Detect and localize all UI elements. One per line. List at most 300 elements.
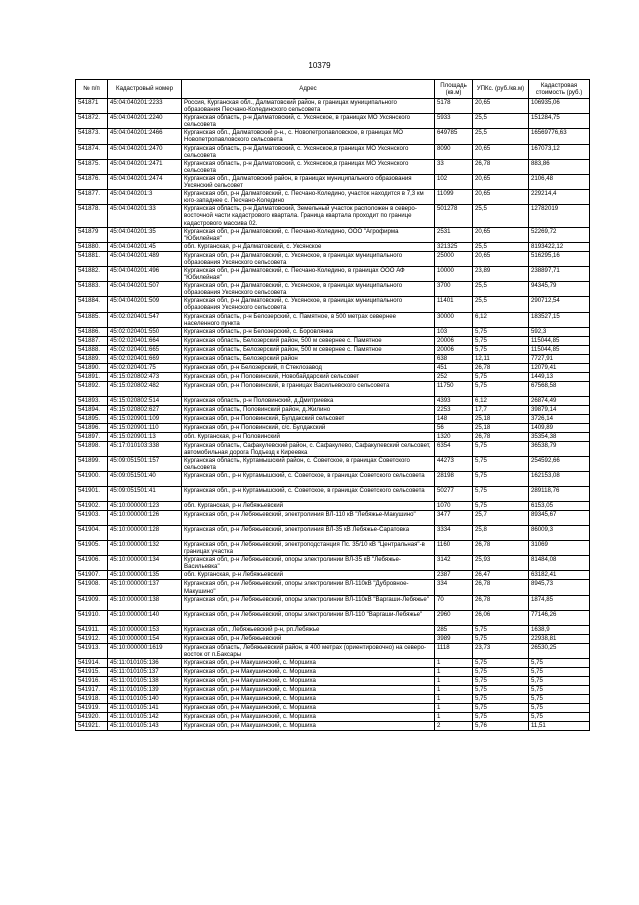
cell-area: 56 — [435, 423, 473, 432]
cell-area: 649785 — [435, 129, 473, 144]
cell-address: Курганская область, Белозерский район, 500 м севернее с. Памятное — [182, 336, 435, 345]
table-row — [76, 441, 590, 456]
cell-address: Курганская обл, р-н Половинский, в границах Васильевского сельсовета — [182, 381, 435, 396]
cell-area: 33 — [435, 159, 473, 174]
cell-address: Курганская обл., р-н Куртамышский, с. Советское, в границах Советского сельсовета — [182, 472, 435, 487]
cell-upks: 5,75 — [473, 441, 529, 456]
table-row — [76, 242, 590, 251]
cell-cadastral-cost: 289118,76 — [529, 487, 590, 502]
table-row — [76, 129, 590, 144]
cell-area: 10000 — [435, 266, 473, 281]
cell-area: 6354 — [435, 441, 473, 456]
cell-upks: 25,93 — [473, 556, 529, 571]
cell-address: Курганская область, Половинский район, д.Жилино — [182, 405, 435, 414]
cell-number: 541871 — [76, 99, 108, 114]
cell-area: 103 — [435, 327, 473, 336]
cell-upks: 26,78 — [473, 541, 529, 556]
table-row — [76, 363, 590, 372]
cell-cadastral-number: 45:15:020901:110 — [108, 423, 182, 432]
header-number: № п/п — [76, 80, 108, 99]
table-row — [76, 423, 590, 432]
table-row — [76, 144, 590, 159]
cell-cadastral-number: 45:04:040201:2240 — [108, 114, 182, 129]
table-row — [76, 685, 590, 694]
cell-upks: 25,5 — [473, 114, 529, 129]
cell-number: 541901. — [76, 487, 108, 502]
cell-cadastral-number: 45:04:040201:2474 — [108, 174, 182, 189]
table-row — [76, 667, 590, 676]
cell-area: 1118 — [435, 643, 473, 658]
cell-cadastral-cost: 7727,91 — [529, 354, 590, 363]
table-row — [76, 703, 590, 712]
cell-upks: 25,5 — [473, 242, 529, 251]
table-row — [76, 266, 590, 281]
cell-address: Курганская область, Куртамышский район, с. Советское, в границах Советского сельсовета — [182, 456, 435, 471]
cell-cadastral-cost: 39879,14 — [529, 405, 590, 414]
cell-cadastral-number: 45:04:040201:489 — [108, 251, 182, 266]
cell-cadastral-cost: 11,51 — [529, 721, 590, 730]
cell-address: Курганская обл, р-н Лебяжьевский, опоры электролинии ВЛ-35 кВ "Лебяжье-Васильевка" — [182, 556, 435, 571]
cell-upks: 20,65 — [473, 251, 529, 266]
cell-upks: 5,76 — [473, 721, 529, 730]
cell-address: Курганская обл., Далматовский р-н., с. Новопетропавловское, в границах МО Новопетропавловского сельсовета — [182, 129, 435, 144]
cell-address: Курганская область, р-н Далматовский, с. Уксянское,в границах МО Уксянского сельсовета — [182, 144, 435, 159]
cell-number: 541920. — [76, 712, 108, 721]
cell-number: 541908. — [76, 580, 108, 595]
cell-address: Курганская область, р-н Далматовский, с. Уксянское,в границах МО Уксянского сельсовета — [182, 159, 435, 174]
cell-address: Курганская обл., Далматовский район, в границах муниципального образования Уксянский сельсовет — [182, 174, 435, 189]
cell-upks: 20,65 — [473, 174, 529, 189]
cell-address: Курганская обл, р-н Лебяжьевский, электролиния ВЛ-35 кВ Лебяжье-Саратовка — [182, 526, 435, 541]
table-row — [76, 372, 590, 381]
table-row — [76, 414, 590, 423]
cell-number: 541904. — [76, 526, 108, 541]
table-header-row — [76, 80, 590, 99]
cell-address: Курганская обл, р-н Макушинский, с. Моршиха — [182, 721, 435, 730]
cell-area: 5933 — [435, 114, 473, 129]
cell-number: 541898. — [76, 441, 108, 456]
cell-area: 44273 — [435, 456, 473, 471]
cell-area: 638 — [435, 354, 473, 363]
table-row — [76, 381, 590, 396]
cell-address: Курганская обл, р-н Далматовский, с. Песчано-Коледино, ООО "Агрофирма "Юбилейная" — [182, 227, 435, 242]
cell-cadastral-number: 45:10:000000:126 — [108, 511, 182, 526]
cell-cadastral-number: 45:02:020401:665 — [108, 345, 182, 354]
cell-address: Курганская обл, р-н Макушинский, с. Моршиха — [182, 658, 435, 667]
cell-address: Курганская обл, р-н Далматовский, с. Песчано-Коледино, участок находится в 7,3 км юго-западнее с. Песчано-Коледино — [182, 190, 435, 205]
cell-address: Курганская область, р-н Белозерский, с. Боровлянка — [182, 327, 435, 336]
cell-address: Курганская обл, р-н Половинский, с/с. Булдакский — [182, 423, 435, 432]
cell-upks: 5,75 — [473, 456, 529, 471]
cell-area: 102 — [435, 174, 473, 189]
cell-number: 541903. — [76, 511, 108, 526]
cell-upks: 5,75 — [473, 712, 529, 721]
cell-area: 1 — [435, 667, 473, 676]
cell-number: 541879 — [76, 227, 108, 242]
cell-number: 541899. — [76, 456, 108, 471]
cell-upks: 25,18 — [473, 414, 529, 423]
cell-number: 541914. — [76, 658, 108, 667]
cell-address: Курганская обл, р-н Половинский, Новобайдарский сельсовет — [182, 372, 435, 381]
cell-upks: 5,75 — [473, 472, 529, 487]
table-row — [76, 456, 590, 471]
cell-cadastral-number: 45:15:020802:482 — [108, 381, 182, 396]
cell-upks: 5,75 — [473, 625, 529, 634]
table-row — [76, 580, 590, 595]
cell-number: 541890. — [76, 363, 108, 372]
cell-upks: 26,47 — [473, 571, 529, 580]
cell-address: Курганская обл, р-н Далматовский, с. Уксянское, в границах муниципального образования Уксянского сельсовета — [182, 251, 435, 266]
cell-cadastral-number: 45:09:051501:41 — [108, 487, 182, 502]
cell-upks: 26,78 — [473, 580, 529, 595]
cell-area: 1 — [435, 694, 473, 703]
cell-area: 28198 — [435, 472, 473, 487]
cell-upks: 25,5 — [473, 205, 529, 227]
cell-cadastral-cost: 94345,79 — [529, 282, 590, 297]
cell-area: 4393 — [435, 396, 473, 405]
cell-cadastral-cost: 12782019 — [529, 205, 590, 227]
cell-cadastral-number: 45:11:010105:140 — [108, 694, 182, 703]
cell-number: 541912. — [76, 634, 108, 643]
cell-area: 1070 — [435, 502, 473, 511]
cell-area: 25000 — [435, 251, 473, 266]
cell-upks: 26,78 — [473, 432, 529, 441]
cell-number: 541891. — [76, 372, 108, 381]
cell-upks: 20,65 — [473, 227, 529, 242]
cell-upks: 5,75 — [473, 667, 529, 676]
table-row — [76, 190, 590, 205]
cell-upks: 25,8 — [473, 526, 529, 541]
cell-cadastral-cost: 5,75 — [529, 658, 590, 667]
cell-area: 3334 — [435, 526, 473, 541]
cell-cadastral-cost: 5,75 — [529, 712, 590, 721]
cell-number: 541894. — [76, 405, 108, 414]
cell-cadastral-cost: 1638,9 — [529, 625, 590, 634]
table-row — [76, 643, 590, 658]
table-row — [76, 327, 590, 336]
header-cadastral-cost: Кадастровая стоимость (руб.) — [529, 80, 590, 99]
cell-address: Курганская область, Белозерский район, 500 м севернее с. Памятное — [182, 345, 435, 354]
cell-cadastral-cost: 1874,85 — [529, 595, 590, 610]
cell-area: 30000 — [435, 312, 473, 327]
table-body — [76, 99, 590, 731]
cell-upks: 5,75 — [473, 381, 529, 396]
cell-upks: 25,18 — [473, 423, 529, 432]
cell-address: Курганская обл., Лебяжьевский р-н, рп.Лебяжье — [182, 625, 435, 634]
cell-cadastral-cost: 115044,85 — [529, 345, 590, 354]
table-row — [76, 556, 590, 571]
cell-upks: 5,75 — [473, 676, 529, 685]
cell-area: 3989 — [435, 634, 473, 643]
cell-area: 3477 — [435, 511, 473, 526]
cell-area: 5178 — [435, 99, 473, 114]
cell-cadastral-cost: 67568,58 — [529, 381, 590, 396]
cell-number: 541874. — [76, 144, 108, 159]
cell-cadastral-number: 45:11:010105:143 — [108, 721, 182, 730]
cell-number: 541919. — [76, 703, 108, 712]
cell-cadastral-number: 45:11:010105:142 — [108, 712, 182, 721]
cell-cadastral-cost: 63182,41 — [529, 571, 590, 580]
cell-address: Курганская обл, р-н Макушинский, с. Моршиха — [182, 667, 435, 676]
cell-address: Курганская обл, р-н Далматовский, с. Песчано-Коледино, в границах ООО АФ "Юбилейная" — [182, 266, 435, 281]
cell-upks: 17,7 — [473, 405, 529, 414]
table-row — [76, 595, 590, 610]
cell-upks: 5,75 — [473, 703, 529, 712]
cell-cadastral-cost: 592,3 — [529, 327, 590, 336]
cell-area: 1160 — [435, 541, 473, 556]
cell-address: обл. Курганская, р-н Далматовский, с. Уксянское — [182, 242, 435, 251]
cell-cadastral-cost: 5,75 — [529, 685, 590, 694]
cell-upks: 23,73 — [473, 643, 529, 658]
table-row — [76, 336, 590, 345]
header-cadastral-number: Кадастровый номер — [108, 80, 182, 99]
cell-area: 8090 — [435, 144, 473, 159]
cell-cadastral-number: 45:11:010105:141 — [108, 703, 182, 712]
table-row — [76, 502, 590, 511]
cell-address: Россия, Курганская обл., Далматовский район, в границах муниципального образования Песчано-Колединского сельсовета — [182, 99, 435, 114]
cell-area: 501278 — [435, 205, 473, 227]
cell-cadastral-number: 45:10:000000:134 — [108, 556, 182, 571]
cell-upks: 5,75 — [473, 685, 529, 694]
cell-upks: 5,75 — [473, 502, 529, 511]
page-number: 10379 — [308, 61, 331, 70]
cell-cadastral-cost: 1449,13 — [529, 372, 590, 381]
cell-cadastral-number: 45:04:040201:35 — [108, 227, 182, 242]
cell-area: 2960 — [435, 610, 473, 625]
cell-cadastral-number: 45:10:000000:132 — [108, 541, 182, 556]
cell-cadastral-number: 45:10:000000:153 — [108, 625, 182, 634]
cell-address: обл. Курганская, р-н Лебяжьевский — [182, 502, 435, 511]
cell-cadastral-cost: 16569776,63 — [529, 129, 590, 144]
cell-area: 1 — [435, 658, 473, 667]
cell-number: 541889. — [76, 354, 108, 363]
cell-area: 1 — [435, 712, 473, 721]
cell-area: 148 — [435, 414, 473, 423]
cell-cadastral-cost: 81484,08 — [529, 556, 590, 571]
cell-number: 541881. — [76, 251, 108, 266]
cell-address: Курганская обл, р-н Половинский, Булдакский сельсовет — [182, 414, 435, 423]
table-row — [76, 511, 590, 526]
table-row — [76, 312, 590, 327]
cell-address: Курганская обл, р-н Макушинский, с. Моршиха — [182, 694, 435, 703]
cell-cadastral-cost: 883,86 — [529, 159, 590, 174]
cell-number: 541917. — [76, 685, 108, 694]
cell-area: 451 — [435, 363, 473, 372]
cell-cadastral-cost: 77146,26 — [529, 610, 590, 625]
cell-number: 541892. — [76, 381, 108, 396]
cell-number: 541909. — [76, 595, 108, 610]
cell-cadastral-number: 45:15:020802:627 — [108, 405, 182, 414]
cell-number: 541884. — [76, 297, 108, 312]
table-row — [76, 282, 590, 297]
cell-number: 541887. — [76, 336, 108, 345]
cell-cadastral-number: 45:10:000000:138 — [108, 595, 182, 610]
cell-cadastral-number: 45:02:020401:669 — [108, 354, 182, 363]
cell-address: Курганская обл, р-н Лебяжьевский, электроподстанция Пс. 35/10 кВ "Центральная"-в границах участка — [182, 541, 435, 556]
cell-cadastral-cost: 290712,54 — [529, 297, 590, 312]
cell-cadastral-number: 45:15:020901:109 — [108, 414, 182, 423]
cell-cadastral-cost: 12079,41 — [529, 363, 590, 372]
cell-number: 541895. — [76, 414, 108, 423]
cell-number: 541878. — [76, 205, 108, 227]
cell-upks: 26,06 — [473, 610, 529, 625]
table-row — [76, 634, 590, 643]
table-row — [76, 571, 590, 580]
cell-upks: 5,75 — [473, 327, 529, 336]
cell-upks: 5,75 — [473, 336, 529, 345]
cell-cadastral-number: 45:04:040201:2233 — [108, 99, 182, 114]
cell-number: 541883. — [76, 282, 108, 297]
cell-number: 541872. — [76, 114, 108, 129]
table-row — [76, 251, 590, 266]
cell-area: 2 — [435, 721, 473, 730]
cell-address: Курганская обл, р-н Лебяжьевский, опоры электролинии ВЛ-110кВ "Варгаши-Лебяжье" — [182, 595, 435, 610]
cell-area: 285 — [435, 625, 473, 634]
table-row — [76, 205, 590, 227]
cell-area: 11401 — [435, 297, 473, 312]
table-row — [76, 625, 590, 634]
cell-cadastral-cost: 115044,85 — [529, 336, 590, 345]
table-row — [76, 694, 590, 703]
cell-address: Курганская обл, р-н Белозерский, п Стеклозавод — [182, 363, 435, 372]
cell-number: 541885. — [76, 312, 108, 327]
cell-number: 541896. — [76, 423, 108, 432]
cell-area: 50277 — [435, 487, 473, 502]
cell-upks: 25,5 — [473, 129, 529, 144]
cell-number: 541897. — [76, 432, 108, 441]
cell-cadastral-number: 45:10:000000:137 — [108, 580, 182, 595]
table-row — [76, 526, 590, 541]
cell-address: Курганская область, р-н Белозерский, с. Памятное, в 500 метрах севернее населенного пункта — [182, 312, 435, 327]
table-row — [76, 432, 590, 441]
cell-upks: 25,5 — [473, 282, 529, 297]
cell-number: 541876. — [76, 174, 108, 189]
cell-address: Курганская область, р-н Половинский, д.Дмитриевка — [182, 396, 435, 405]
table-row — [76, 174, 590, 189]
cell-cadastral-cost: 167073,12 — [529, 144, 590, 159]
cell-number: 541893. — [76, 396, 108, 405]
cell-cadastral-number: 45:02:020401:550 — [108, 327, 182, 336]
header-area: Площадь (кв.м) — [435, 80, 473, 99]
cell-area: 2387 — [435, 571, 473, 580]
cell-cadastral-cost: 151284,75 — [529, 114, 590, 129]
cell-upks: 25,5 — [473, 297, 529, 312]
cell-cadastral-cost: 162153,08 — [529, 472, 590, 487]
cell-number: 541875. — [76, 159, 108, 174]
cell-area: 2253 — [435, 405, 473, 414]
table-row — [76, 472, 590, 487]
cell-area: 1 — [435, 685, 473, 694]
cell-address: Курганская обл, р-н Лебяжьевский — [182, 634, 435, 643]
header-address: Адрес — [182, 80, 435, 99]
table-row — [76, 159, 590, 174]
cell-cadastral-number: 45:10:000000:128 — [108, 526, 182, 541]
cell-cadastral-number: 45:04:040201:507 — [108, 282, 182, 297]
cell-area: 20006 — [435, 336, 473, 345]
cell-upks: 26,78 — [473, 363, 529, 372]
table-row — [76, 721, 590, 730]
cell-address: Курганская область, р-н Далматовский, Земельный участок расположен в северо-восточной части кадастрового квартала. Граница квартала проходит по границе кадастрового массива 02. — [182, 205, 435, 227]
cell-address: Курганская область, Сафакулевский район, с. Сафакулево, Сафакулевский сельсовет, автомобильная дорога Подъезд к Киреевка — [182, 441, 435, 456]
cell-upks: 23,89 — [473, 266, 529, 281]
cell-address: Курганская обл, р-н Макушинский, с. Моршиха — [182, 703, 435, 712]
cell-upks: 20,65 — [473, 99, 529, 114]
cell-cadastral-number: 45:15:020802:473 — [108, 372, 182, 381]
cell-upks: 5,75 — [473, 345, 529, 354]
cell-cadastral-number: 45:10:000000:140 — [108, 610, 182, 625]
cell-cadastral-cost: 254592,66 — [529, 456, 590, 471]
cell-cadastral-cost: 52269,72 — [529, 227, 590, 242]
cell-address: Курганская обл, р-н Лебяжьевский, опоры электролинии ВЛ-110кВ "Дубровное-Макушино" — [182, 580, 435, 595]
cell-number: 541873. — [76, 129, 108, 144]
cell-upks: 12,11 — [473, 354, 529, 363]
cell-cadastral-cost: 3726,14 — [529, 414, 590, 423]
cell-cadastral-number: 45:10:000000:1619 — [108, 643, 182, 658]
cell-upks: 20,65 — [473, 144, 529, 159]
cell-area: 1 — [435, 703, 473, 712]
cell-number: 541902. — [76, 502, 108, 511]
cell-area: 1320 — [435, 432, 473, 441]
cell-address: Курганская обл, р-н Далматовский, с. Уксянское, в границах муниципального образования Уксянского сельсовета — [182, 282, 435, 297]
cell-area: 11099 — [435, 190, 473, 205]
cell-number: 541907. — [76, 571, 108, 580]
header-upks: УПКс. (руб./кв.м) — [473, 80, 529, 99]
cell-cadastral-cost: 106935,06 — [529, 99, 590, 114]
cell-cadastral-number: 45:10:000000:154 — [108, 634, 182, 643]
cell-cadastral-number: 45:17:010103:338 — [108, 441, 182, 456]
cell-cadastral-number: 45:10:000000:123 — [108, 502, 182, 511]
cell-cadastral-cost: 26530,25 — [529, 643, 590, 658]
cell-area: 11750 — [435, 381, 473, 396]
cell-cadastral-number: 45:11:010105:139 — [108, 685, 182, 694]
cell-cadastral-cost: 5,75 — [529, 667, 590, 676]
cell-cadastral-cost: 238897,71 — [529, 266, 590, 281]
cell-upks: 20,65 — [473, 190, 529, 205]
cell-cadastral-cost: 5,75 — [529, 694, 590, 703]
table-row — [76, 676, 590, 685]
cell-cadastral-cost: 229214,4 — [529, 190, 590, 205]
cell-cadastral-cost: 2106,48 — [529, 174, 590, 189]
table-row — [76, 610, 590, 625]
cell-address: Курганская обл., р-н Куртамышский, с. Советское, в границах Советского сельсовета — [182, 487, 435, 502]
cell-cadastral-number: 45:11:010105:138 — [108, 676, 182, 685]
cell-cadastral-cost: 36538,79 — [529, 441, 590, 456]
cell-cadastral-cost: 86009,3 — [529, 526, 590, 541]
cell-number: 541882. — [76, 266, 108, 281]
cell-address: обл. Курганская, р-н Лебяжьевский — [182, 571, 435, 580]
cell-number: 541906. — [76, 556, 108, 571]
cell-number: 541911. — [76, 625, 108, 634]
cell-cadastral-cost: 5,75 — [529, 676, 590, 685]
cell-cadastral-number: 45:04:040201:33 — [108, 205, 182, 227]
cell-upks: 5,75 — [473, 658, 529, 667]
table-row — [76, 712, 590, 721]
cell-cadastral-number: 45:09:051501:40 — [108, 472, 182, 487]
cell-upks: 5,75 — [473, 634, 529, 643]
cell-area: 20006 — [435, 345, 473, 354]
cell-upks: 25,7 — [473, 511, 529, 526]
cell-cadastral-cost: 8193422,12 — [529, 242, 590, 251]
cell-number: 541888. — [76, 345, 108, 354]
cell-cadastral-cost: 1409,89 — [529, 423, 590, 432]
table-row — [76, 297, 590, 312]
table-row — [76, 487, 590, 502]
cell-cadastral-number: 45:11:010105:137 — [108, 667, 182, 676]
cell-cadastral-cost: 516295,16 — [529, 251, 590, 266]
cadastral-table — [75, 79, 590, 731]
cell-upks: 5,75 — [473, 372, 529, 381]
cell-number: 541900. — [76, 472, 108, 487]
